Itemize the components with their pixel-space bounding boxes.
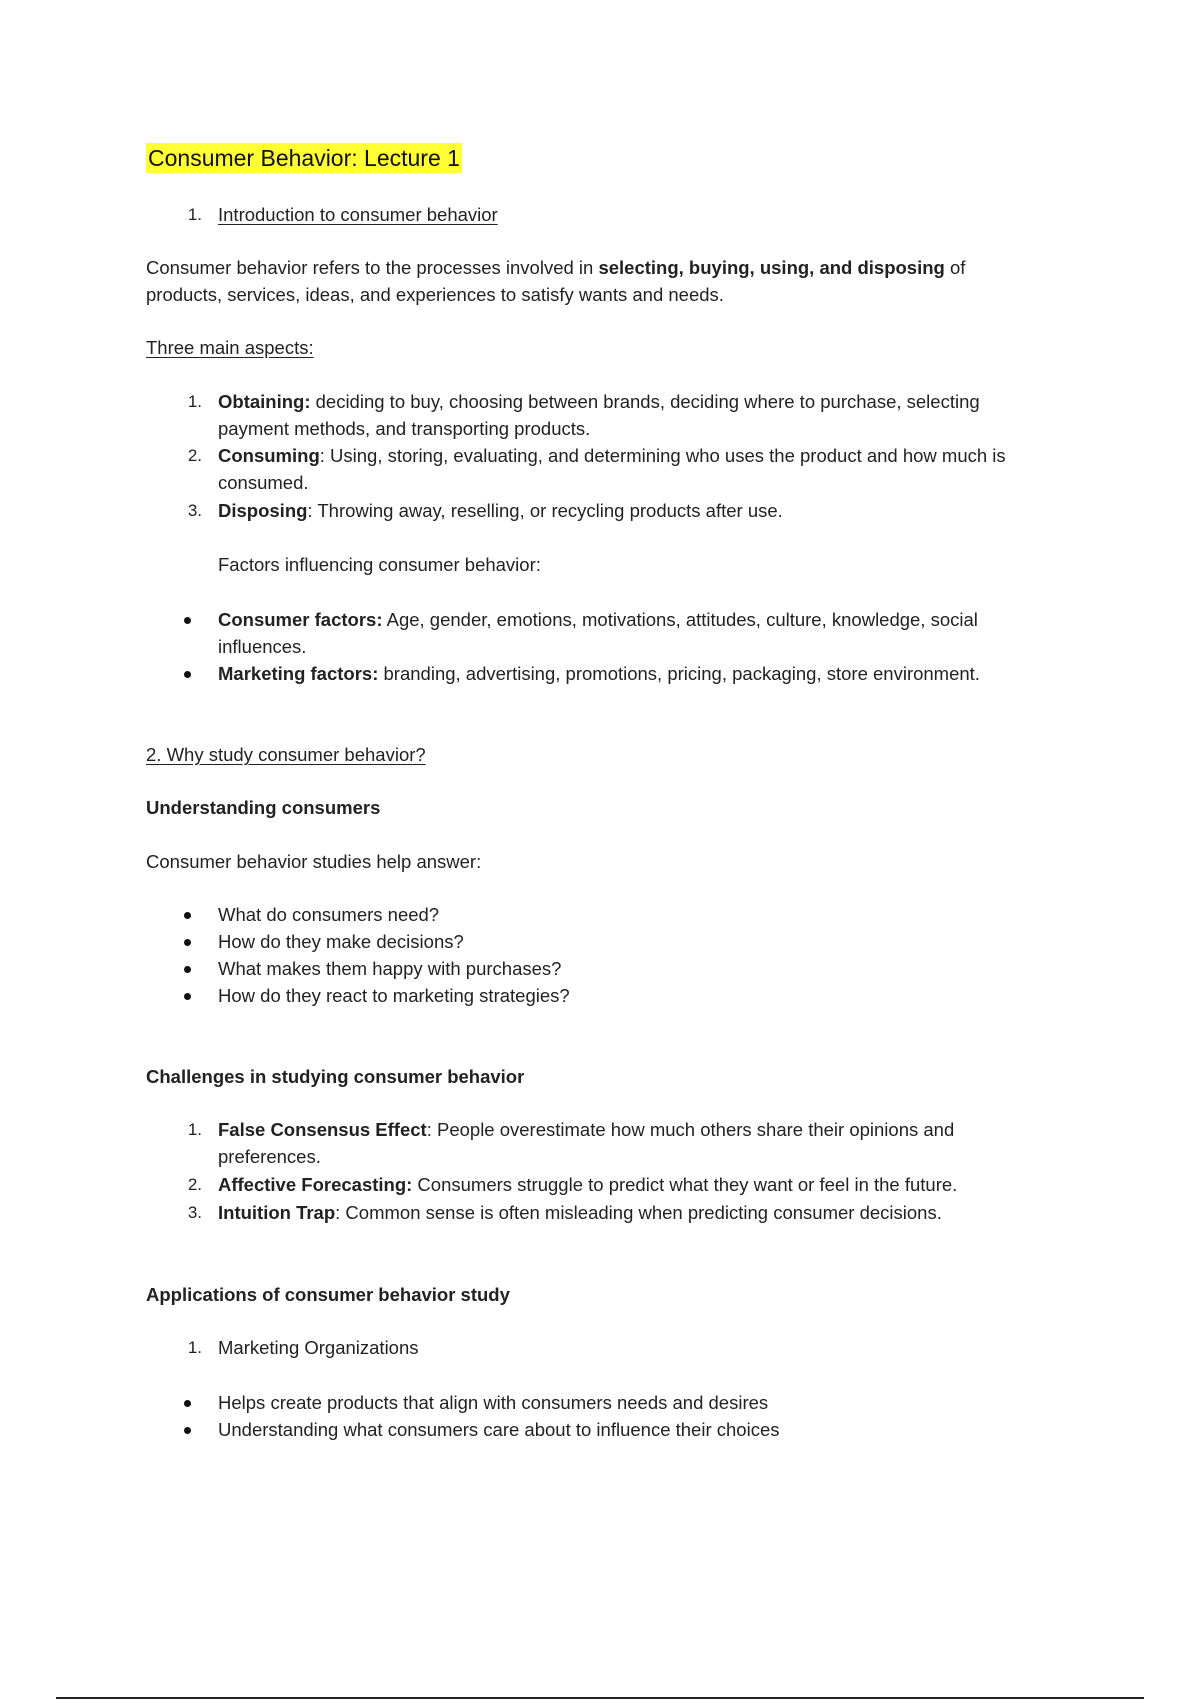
section-1-heading: Introduction to consumer behavior (218, 204, 498, 225)
factor-term: Consumer factors: (218, 609, 383, 630)
question-item (218, 955, 1106, 982)
bullet-icon (184, 671, 191, 678)
application-point (218, 1389, 1106, 1416)
factor-text: branding, advertising, promotions, pricing, packaging, store environment. (378, 663, 980, 684)
section-1-heading-item (187, 201, 1106, 228)
bullet-icon (184, 1427, 191, 1434)
list-number: 1. (187, 1120, 202, 1139)
bullet-icon (184, 617, 191, 624)
challenge-text-line2: preferences. (218, 1146, 321, 1167)
question-text: What makes them happy with purchases? (218, 958, 562, 979)
aspects-label: Three main aspects: (146, 337, 314, 358)
aspect-text-line2: consumed. (218, 472, 309, 493)
application-point (218, 1416, 1106, 1443)
application-item (187, 1334, 1106, 1361)
challenge-text: : Common sense is often misleading when predicting consumer decisions. (335, 1202, 942, 1223)
challenge-term: Affective Forecasting: (218, 1174, 413, 1195)
aspect-term: Consuming (218, 445, 320, 466)
challenge-text: : People overestimate how much others share their opinions and (426, 1119, 955, 1140)
factor-text-line2: influences. (218, 636, 307, 657)
list-number: 2. (187, 1175, 202, 1194)
list-number: 3. (187, 1203, 202, 1222)
aspect-term: Obtaining: (218, 391, 311, 412)
aspect-item (187, 442, 1106, 496)
application-point-text: Understanding what consumers care about to influence their choices (218, 1419, 780, 1440)
factor-text: Age, gender, emotions, motivations, attitudes, culture, knowledge, social (382, 609, 978, 630)
challenge-item (187, 1199, 1106, 1226)
bullet-icon (184, 966, 191, 973)
question-text: What do consumers need? (218, 904, 440, 925)
intro-paragraph (146, 254, 1106, 308)
list-number: 1. (187, 1338, 202, 1357)
understanding-intro: Consumer behavior studies help answer: (146, 851, 482, 872)
aspect-term: Disposing (218, 500, 308, 521)
section-2-heading: 2. Why study consumer behavior? (146, 744, 426, 765)
question-item (218, 901, 1106, 928)
bullet-icon (184, 939, 191, 946)
application-point-text: Helps create products that align with consumers needs and desires (218, 1392, 769, 1413)
question-item (218, 928, 1106, 955)
aspect-text: : Using, storing, evaluating, and determining who uses the product and how much is (319, 445, 1006, 466)
question-item (218, 982, 1106, 1009)
bullet-icon (184, 912, 191, 919)
application-text: Marketing Organizations (218, 1337, 419, 1358)
factor-item (218, 660, 1106, 687)
challenges-heading: Challenges in studying consumer behavior (146, 1066, 525, 1087)
aspect-item (187, 388, 1106, 442)
intro-text-start: Consumer behavior refers to the processes involved in (146, 257, 599, 278)
intro-text-line2: products, services, ideas, and experiences to satisfy wants and needs. (146, 284, 724, 305)
intro-text-bold: selecting, buying, using, and disposing (598, 257, 945, 278)
factors-label: Factors influencing consumer behavior: (218, 554, 541, 575)
factor-item (218, 606, 1106, 660)
footer-divider (56, 1697, 1144, 1699)
challenge-term: Intuition Trap (218, 1202, 336, 1223)
question-text: How do they react to marketing strategies? (218, 985, 570, 1006)
bullet-icon (184, 1400, 191, 1407)
aspect-text-line2: payment methods, and transporting products. (218, 418, 591, 439)
list-number: 2. (187, 446, 202, 465)
challenge-term: False Consensus Effect (218, 1119, 427, 1140)
challenge-item (187, 1116, 1106, 1170)
challenge-text: Consumers struggle to predict what they want or feel in the future. (412, 1174, 958, 1195)
bullet-icon (184, 993, 191, 1000)
aspect-text: deciding to buy, choosing between brands, deciding where to purchase, selecting (310, 391, 980, 412)
question-text: How do they make decisions? (218, 931, 464, 952)
challenge-item (187, 1171, 1106, 1198)
aspect-item (187, 497, 1106, 524)
list-number: 3. (187, 501, 202, 520)
understanding-heading: Understanding consumers (146, 797, 381, 818)
list-number: 1. (187, 205, 202, 224)
factor-term: Marketing factors: (218, 663, 379, 684)
aspect-text: : Throwing away, reselling, or recycling products after use. (307, 500, 783, 521)
document-title: Consumer Behavior: Lecture 1 (148, 145, 460, 171)
list-number: 1. (187, 392, 202, 411)
intro-text-end: of (944, 257, 966, 278)
applications-heading: Applications of consumer behavior study (146, 1284, 510, 1305)
